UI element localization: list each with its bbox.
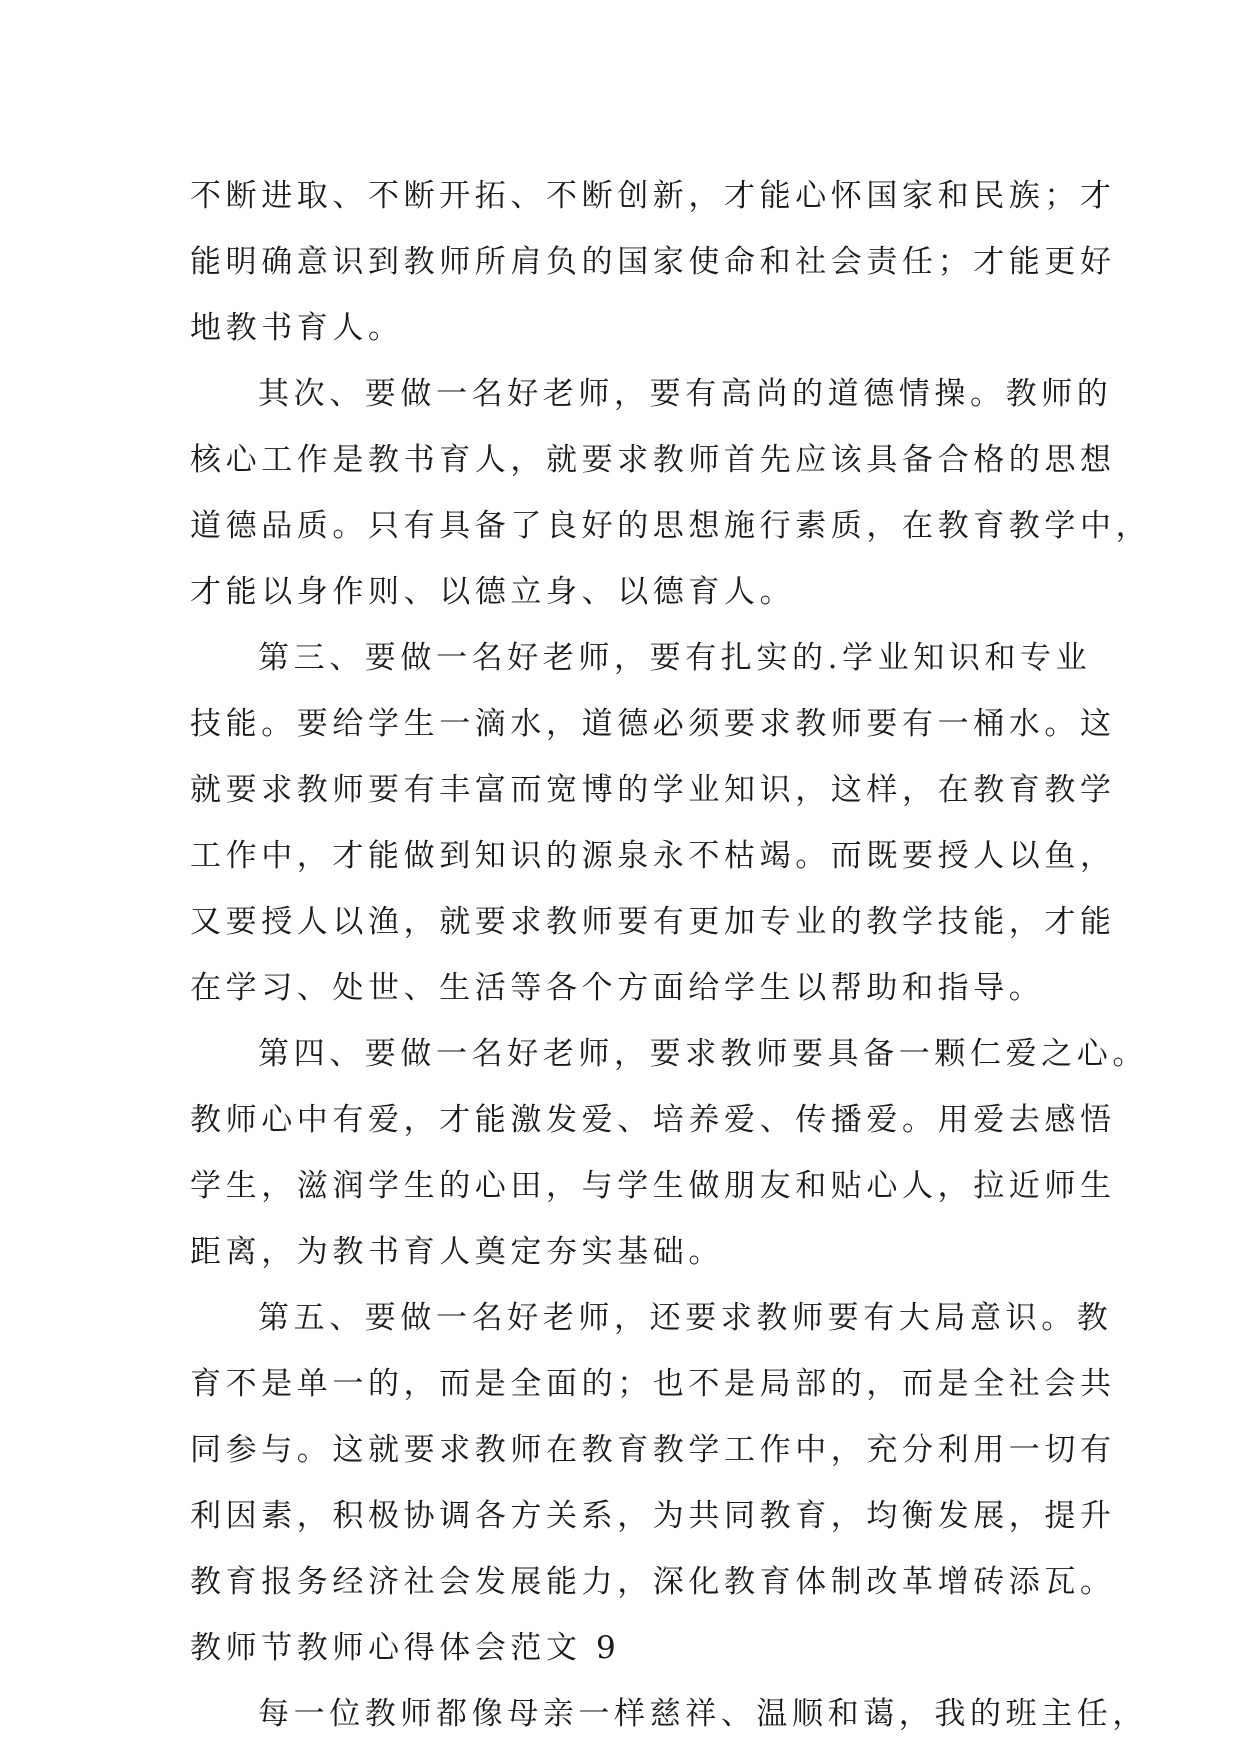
text-line-16: 学生，滋润学生的心田，与学生做朋友和贴心人，拉近师生 — [190, 1168, 1116, 1204]
text-line-1: 不断进取、不断开拓、不断创新，才能心怀国家和民族；才 — [190, 178, 1116, 214]
text-line-15: 教师心中有爱，才能激发爱、培养爱、传播爱。用爱去感悟 — [190, 1102, 1116, 1138]
text-line-11: 工作中，才能做到知识的源泉永不枯竭。而既要授人以鱼， — [190, 838, 1116, 874]
body-text — [190, 163, 1152, 1747]
text-line-24-paragraph-start: 每一位教师都像母亲一样慈祥、温顺和蔼，我的班主任， — [258, 1696, 1148, 1732]
text-line-7: 才能以身作则、以德立身、以德育人。 — [190, 574, 796, 610]
text-line-22: 教育报务经济社会发展能力，深化教育体制改革增砖添瓦。 — [190, 1564, 1116, 1600]
text-line-17: 距离，为教书育人奠定夯实基础。 — [190, 1234, 724, 1270]
text-line-12: 又要授人以渔，就要求教师要有更加专业的教学技能，才能 — [190, 904, 1116, 940]
text-line-3: 地教书育人。 — [190, 310, 404, 346]
text-line-2: 能明确意识到教师所肩负的国家使命和社会责任；才能更好 — [190, 244, 1116, 280]
text-line-10: 就要求教师要有丰富而宽博的学业知识，这样，在教育教学 — [190, 772, 1116, 808]
text-line-6: 道德品质。只有具备了良好的思想施行素质，在教育教学中， — [190, 508, 1152, 544]
text-line-19: 育不是单一的，而是全面的；也不是局部的，而是全社会共 — [190, 1366, 1116, 1402]
text-line-5: 核心工作是教书育人，就要求教师首先应该具备合格的思想 — [190, 442, 1116, 478]
text-line-21: 利因素，积极协调各方关系，为共同教育，均衡发展，提升 — [190, 1498, 1116, 1534]
text-line-8-paragraph-start: 第三、要做一名好老师，要有扎实的.学业知识和专业 — [258, 640, 1092, 676]
text-line-13: 在学习、处世、生活等各个方面给学生以帮助和指导。 — [190, 970, 1045, 1006]
text-line-18-paragraph-start: 第五、要做一名好老师，还要求教师要有大局意识。教 — [258, 1300, 1113, 1336]
text-line-4-paragraph-start: 其次、要做一名好老师，要有高尚的道德情操。教师的 — [258, 376, 1113, 412]
text-line-14-paragraph-start: 第四、要做一名好老师，要求教师要具备一颗仁爱之心。 — [258, 1036, 1148, 1072]
text-line-20: 同参与。这就要求教师在教育教学工作中，充分利用一切有 — [190, 1432, 1116, 1468]
section-heading: 教师节教师心得体会范文 9 — [190, 1630, 621, 1666]
text-line-9: 技能。要给学生一滴水，道德必须要求教师要有一桶水。这 — [190, 706, 1116, 742]
